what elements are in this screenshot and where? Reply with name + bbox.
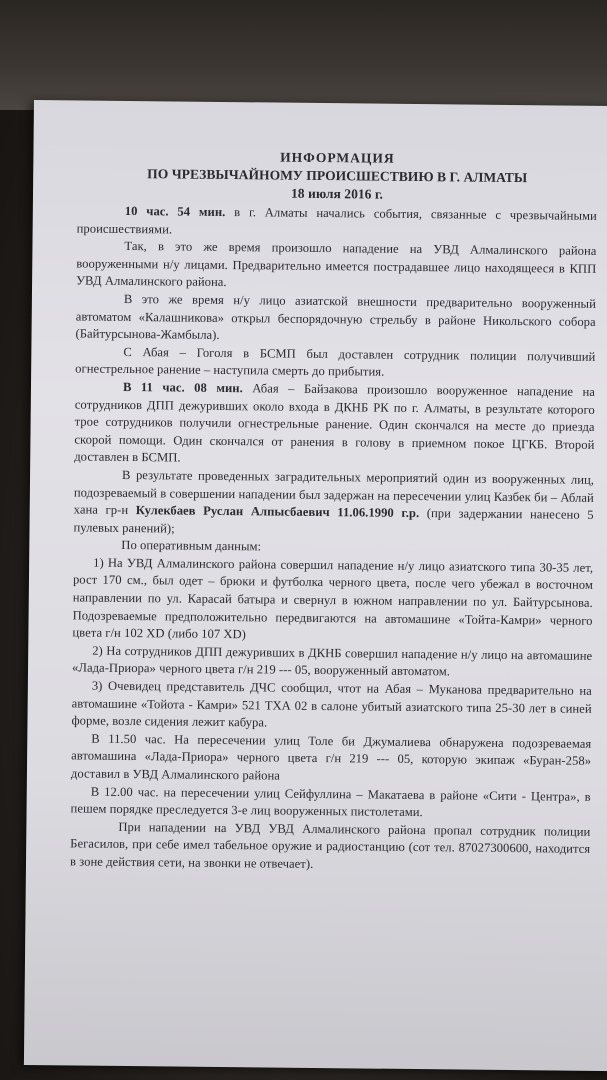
paragraph-6 (73, 466, 594, 542)
paragraph-6-tail: (при задержании нанесено 5 пулевых ранений); (73, 506, 594, 536)
paragraph-5-text: Абая – Байзакова произошло вооруженное нападение на сотрудников ДПП дежуривших около входа в ДКНБ РК по г. Алматы, в результате которого трое сотрудников получили огнестрельные ранение. Один скончался на месте до приезда скорой помощи. Один скончался от ранения в голову в приемном покое ЦГКБ. Второй доставлен в БСМП. (74, 381, 596, 465)
list-item-3: 3) Очевидец представитель ДЧС сообщил, чтот на Абая – Муканова предварительно на автомашине «Тойота - Камри» 521 ТХА 02 в салоне убитый азиатского типа 25-30 лет в синей форме, возле сидения лежит кабура. (71, 678, 592, 730)
paragraph-1 (77, 202, 597, 243)
paragraph-5 (74, 378, 595, 471)
document-sheet (24, 100, 607, 1071)
paragraph-2: Так, в это же время произошло нападение на УВД Алмалинского района вооруженными н/у лицами. Предварительно имеется пострадавшее лицо находящееся в КПП УВД Алмалинского района. (76, 239, 597, 290)
document-header (77, 146, 598, 205)
document-title: ИНФОРМАЦИЯ (280, 149, 395, 166)
document-date: 18 июля 2016 г. (290, 185, 384, 202)
paragraph-4: С Абая – Гоголя в БСМП был доставлен сотрудник полиции получивший огнестрельное ранение – наступила смерть до прибытия. (75, 344, 596, 380)
paragraph-8: В 11.50 час. На пересечении улиц Толе би Джумалиева обнаружена подозреваемая автомашина «Лада-Приора» черного цвета г/н 219 --- 05, которую экипаж «Буран-258» доставил в УВД Алмалинского района (70, 731, 592, 783)
paragraph-9: В 12.00 час. на пересечении улиц Сейфуллина – Макатаева в районе «Сити - Центра», в пешем порядке преследуется 3-е лиц вооруженных пистолетами. (70, 784, 591, 820)
document-body (70, 146, 598, 876)
list-item-2: 2) На сотрудников ДПП дежуривших в ДКНБ совершил нападение н/у лицо на автомашине «Лада-Приора» черного цвета г/н 219 --- 05, вооруженный автоматом. (71, 643, 593, 679)
paragraph-3: В это же время н/у лицо азиатской внешности предварительно вооруженный автоматом «Калашникова» открыл беспорядочную стрельбу в районе Никольского собора (Байтурсынова-Жамбыла). (75, 291, 596, 343)
background-shadow (0, 0, 607, 110)
list-item-1: 1) На УВД Алмалинского района совершил нападение н/у лицо азиатского типа 30-35 лет, рост 170 см., был одет – брюки и футболка черного цвета, после чего убежал в восточном направлении по ул. Карасай батыра и свернул в южном направлении по ул. Байтурсынова. Подозреваемые предположительно передвигаются на автомашине «Тойта-Камри» черного цвета г/н 102 XD (либо 107 XD) (72, 555, 594, 642)
document-subtitle: ПО ЧРЕЗВЫЧАЙНОМУ ПРОИСШЕСТВИЮ В Г. АЛМАТЫ (147, 166, 528, 186)
suspect-name: Кулекбаев Руслан Алпысбаевич 11.06.1990 г.р. (135, 503, 420, 521)
paragraph-1-time: 10 час. 54 мин. (124, 203, 226, 220)
paragraph-7: По оперативным данным: (121, 538, 262, 554)
paragraph-10: При нападении на УВД УВД Алмалинского района пропал сотрудник полиции Бегасилов, при себе имел табельное оружие и радиостанцию (сот тел. 87027300600, находится в зоне действия сети, на звонки не отвечает). (69, 819, 591, 871)
paragraph-1-text: в г. Алматы начались события, связанные с чрезвычайными происшествиями. (76, 205, 597, 237)
paragraph-5-time: В 11 час. 08 мин. (122, 379, 243, 396)
paragraph-6-text: В результате проведенных заградительных мероприятий один из вооруженных лиц, подозреваемый в совершении нападении был задержан на пересечении улиц Казбек би – Аблай хана гр-н (73, 467, 595, 518)
